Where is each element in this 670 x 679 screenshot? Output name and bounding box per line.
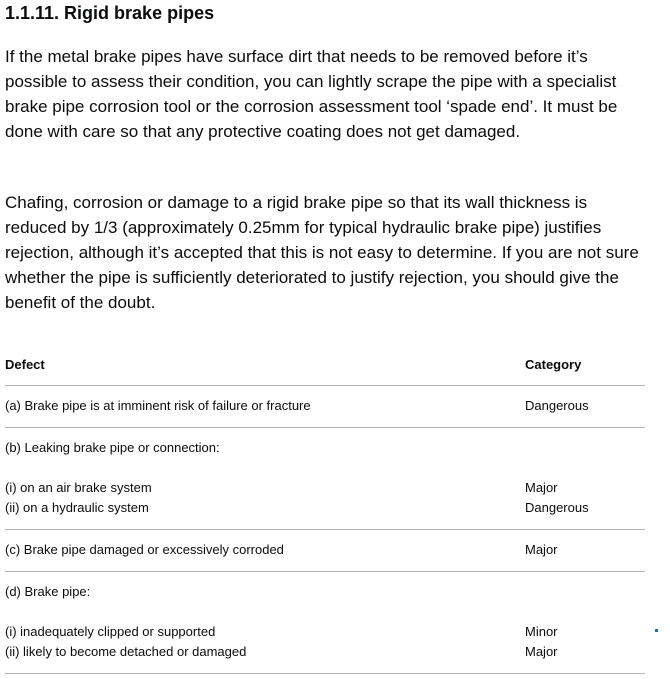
section-heading: 1.1.11. Rigid brake pipes: [5, 3, 215, 23]
category-subitem: Major: [525, 644, 558, 659]
category-subitem: Dangerous: [525, 500, 589, 515]
paragraph-chafing-corrosion: Chafing, corrosion or damage to a rigid brake pipe so that its wall thickness is reduced by 1/3 (approximately 0.25mm for typical hydraulic brake pipe) justifies rejection, although it’s accepted that this is not easy to determine. If you are not sure whether the pipe is sufficiently deteriorated to justify rejection, you should give the benefit of the doubt.: [5, 193, 639, 312]
spacer: [525, 602, 645, 622]
table-row: [5, 386, 645, 428]
category-cell: Dangerous: [525, 386, 645, 428]
spacer: [5, 602, 525, 622]
spacer: [525, 582, 645, 602]
table-header-row: [5, 346, 645, 386]
column-header-defect: Defect: [5, 346, 525, 386]
defect-group-title: (b) Leaking brake pipe or connection:: [5, 440, 220, 455]
category-subitem: Major: [525, 480, 558, 495]
category-subitem: Minor: [525, 624, 558, 639]
defect-group-title: (d) Brake pipe:: [5, 584, 91, 599]
table-row: [5, 572, 645, 674]
defect-table: [5, 346, 645, 674]
spacer: [5, 458, 525, 478]
defect-cell: (c) Brake pipe damaged or excessively corroded: [5, 530, 525, 572]
category-cell: Major: [525, 530, 645, 572]
cursor-artifact: [655, 629, 658, 632]
defect-cell: [5, 572, 525, 674]
defect-subitem: (i) on an air brake system: [5, 480, 152, 495]
category-cell: [525, 572, 645, 674]
spacer: [525, 438, 645, 458]
defect-subitem: (i) inadequately clipped or supported: [5, 624, 216, 639]
table-row: [5, 530, 645, 572]
spacer: [525, 458, 645, 478]
defect-cell: (a) Brake pipe is at imminent risk of failure or fracture: [5, 386, 525, 428]
defect-cell: [5, 428, 525, 530]
table-row: [5, 428, 645, 530]
paragraph-surface-dirt: If the metal brake pipes have surface dirt that needs to be removed before it’s possible to assess their condition, you can lightly scrape the pipe with a specialist brake pipe corrosion tool or the corrosion assessment tool ‘spade end’. It must be done with care so that any protective coating does not get damaged.: [5, 47, 618, 141]
defect-subitem: (ii) likely to become detached or damaged: [5, 644, 247, 659]
column-header-category: Category: [525, 346, 645, 386]
defect-subitem: (ii) on a hydraulic system: [5, 500, 149, 515]
category-cell: [525, 428, 645, 530]
